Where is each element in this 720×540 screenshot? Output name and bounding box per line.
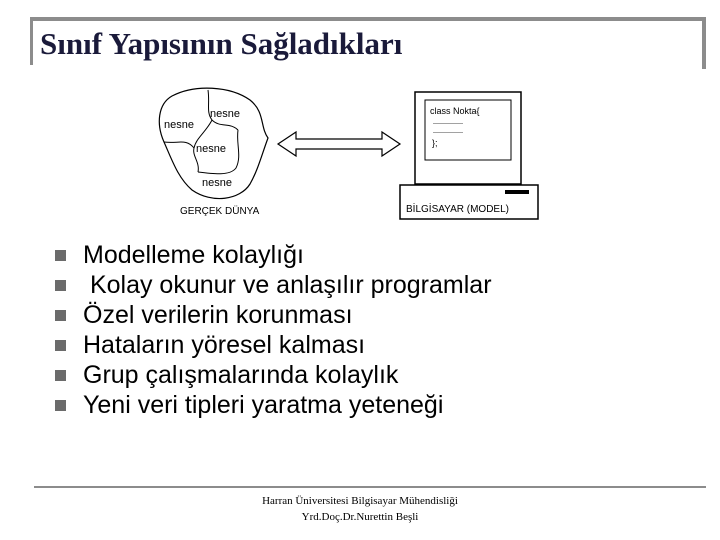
frame-right-rule — [702, 17, 706, 69]
list-item — [50, 390, 492, 420]
world-model-diagram — [150, 82, 550, 222]
real-world-label: GERÇEK DÜNYA — [180, 206, 260, 217]
square-bullet-icon — [55, 280, 66, 291]
list-item-text: Yeni veri tipleri yaratma yeteneği — [83, 390, 444, 419]
node-label: nesne — [202, 177, 232, 189]
node-label: nesne — [210, 108, 240, 120]
footer-line: Yrd.Doç.Dr.Nurettin Beşli — [301, 511, 419, 523]
double-arrow-icon — [278, 132, 400, 156]
list-item-text: Modelleme kolaylığı — [83, 240, 304, 269]
screen-line: --------------- — [433, 130, 463, 136]
list-item-text: Grup çalışmalarında kolaylık — [83, 360, 399, 389]
footer — [0, 493, 720, 525]
drive-slot — [505, 190, 529, 194]
footer-rule — [34, 486, 706, 488]
list-item — [50, 360, 492, 390]
bullet-list — [50, 240, 492, 420]
square-bullet-icon — [55, 310, 66, 321]
computer-label: BİLGİSAYAR (MODEL) — [406, 204, 509, 215]
square-bullet-icon — [55, 250, 66, 261]
screen-line: class Nokta{ — [430, 106, 480, 116]
frame-left-rule — [30, 17, 33, 65]
list-item-text: Kolay okunur ve anlaşılır programlar — [83, 270, 492, 299]
slide-title: Sınıf Yapısının Sağladıkları — [40, 26, 403, 61]
list-item — [50, 330, 492, 360]
node-label: nesne — [196, 143, 226, 155]
node-label: nesne — [164, 119, 194, 131]
frame-top-rule — [30, 17, 706, 21]
square-bullet-icon — [55, 370, 66, 381]
square-bullet-icon — [55, 400, 66, 411]
footer-line: Harran Üniversitesi Bilgisayar Mühendisliği — [262, 495, 458, 507]
list-item-text: Özel verilerin korunması — [83, 300, 353, 329]
list-item — [50, 240, 492, 270]
screen-line: --------------- — [433, 121, 463, 127]
list-item-text: Hataların yöresel kalması — [83, 330, 366, 359]
list-item — [50, 300, 492, 330]
square-bullet-icon — [55, 340, 66, 351]
screen-line: }; — [432, 138, 438, 148]
list-item — [50, 270, 492, 300]
